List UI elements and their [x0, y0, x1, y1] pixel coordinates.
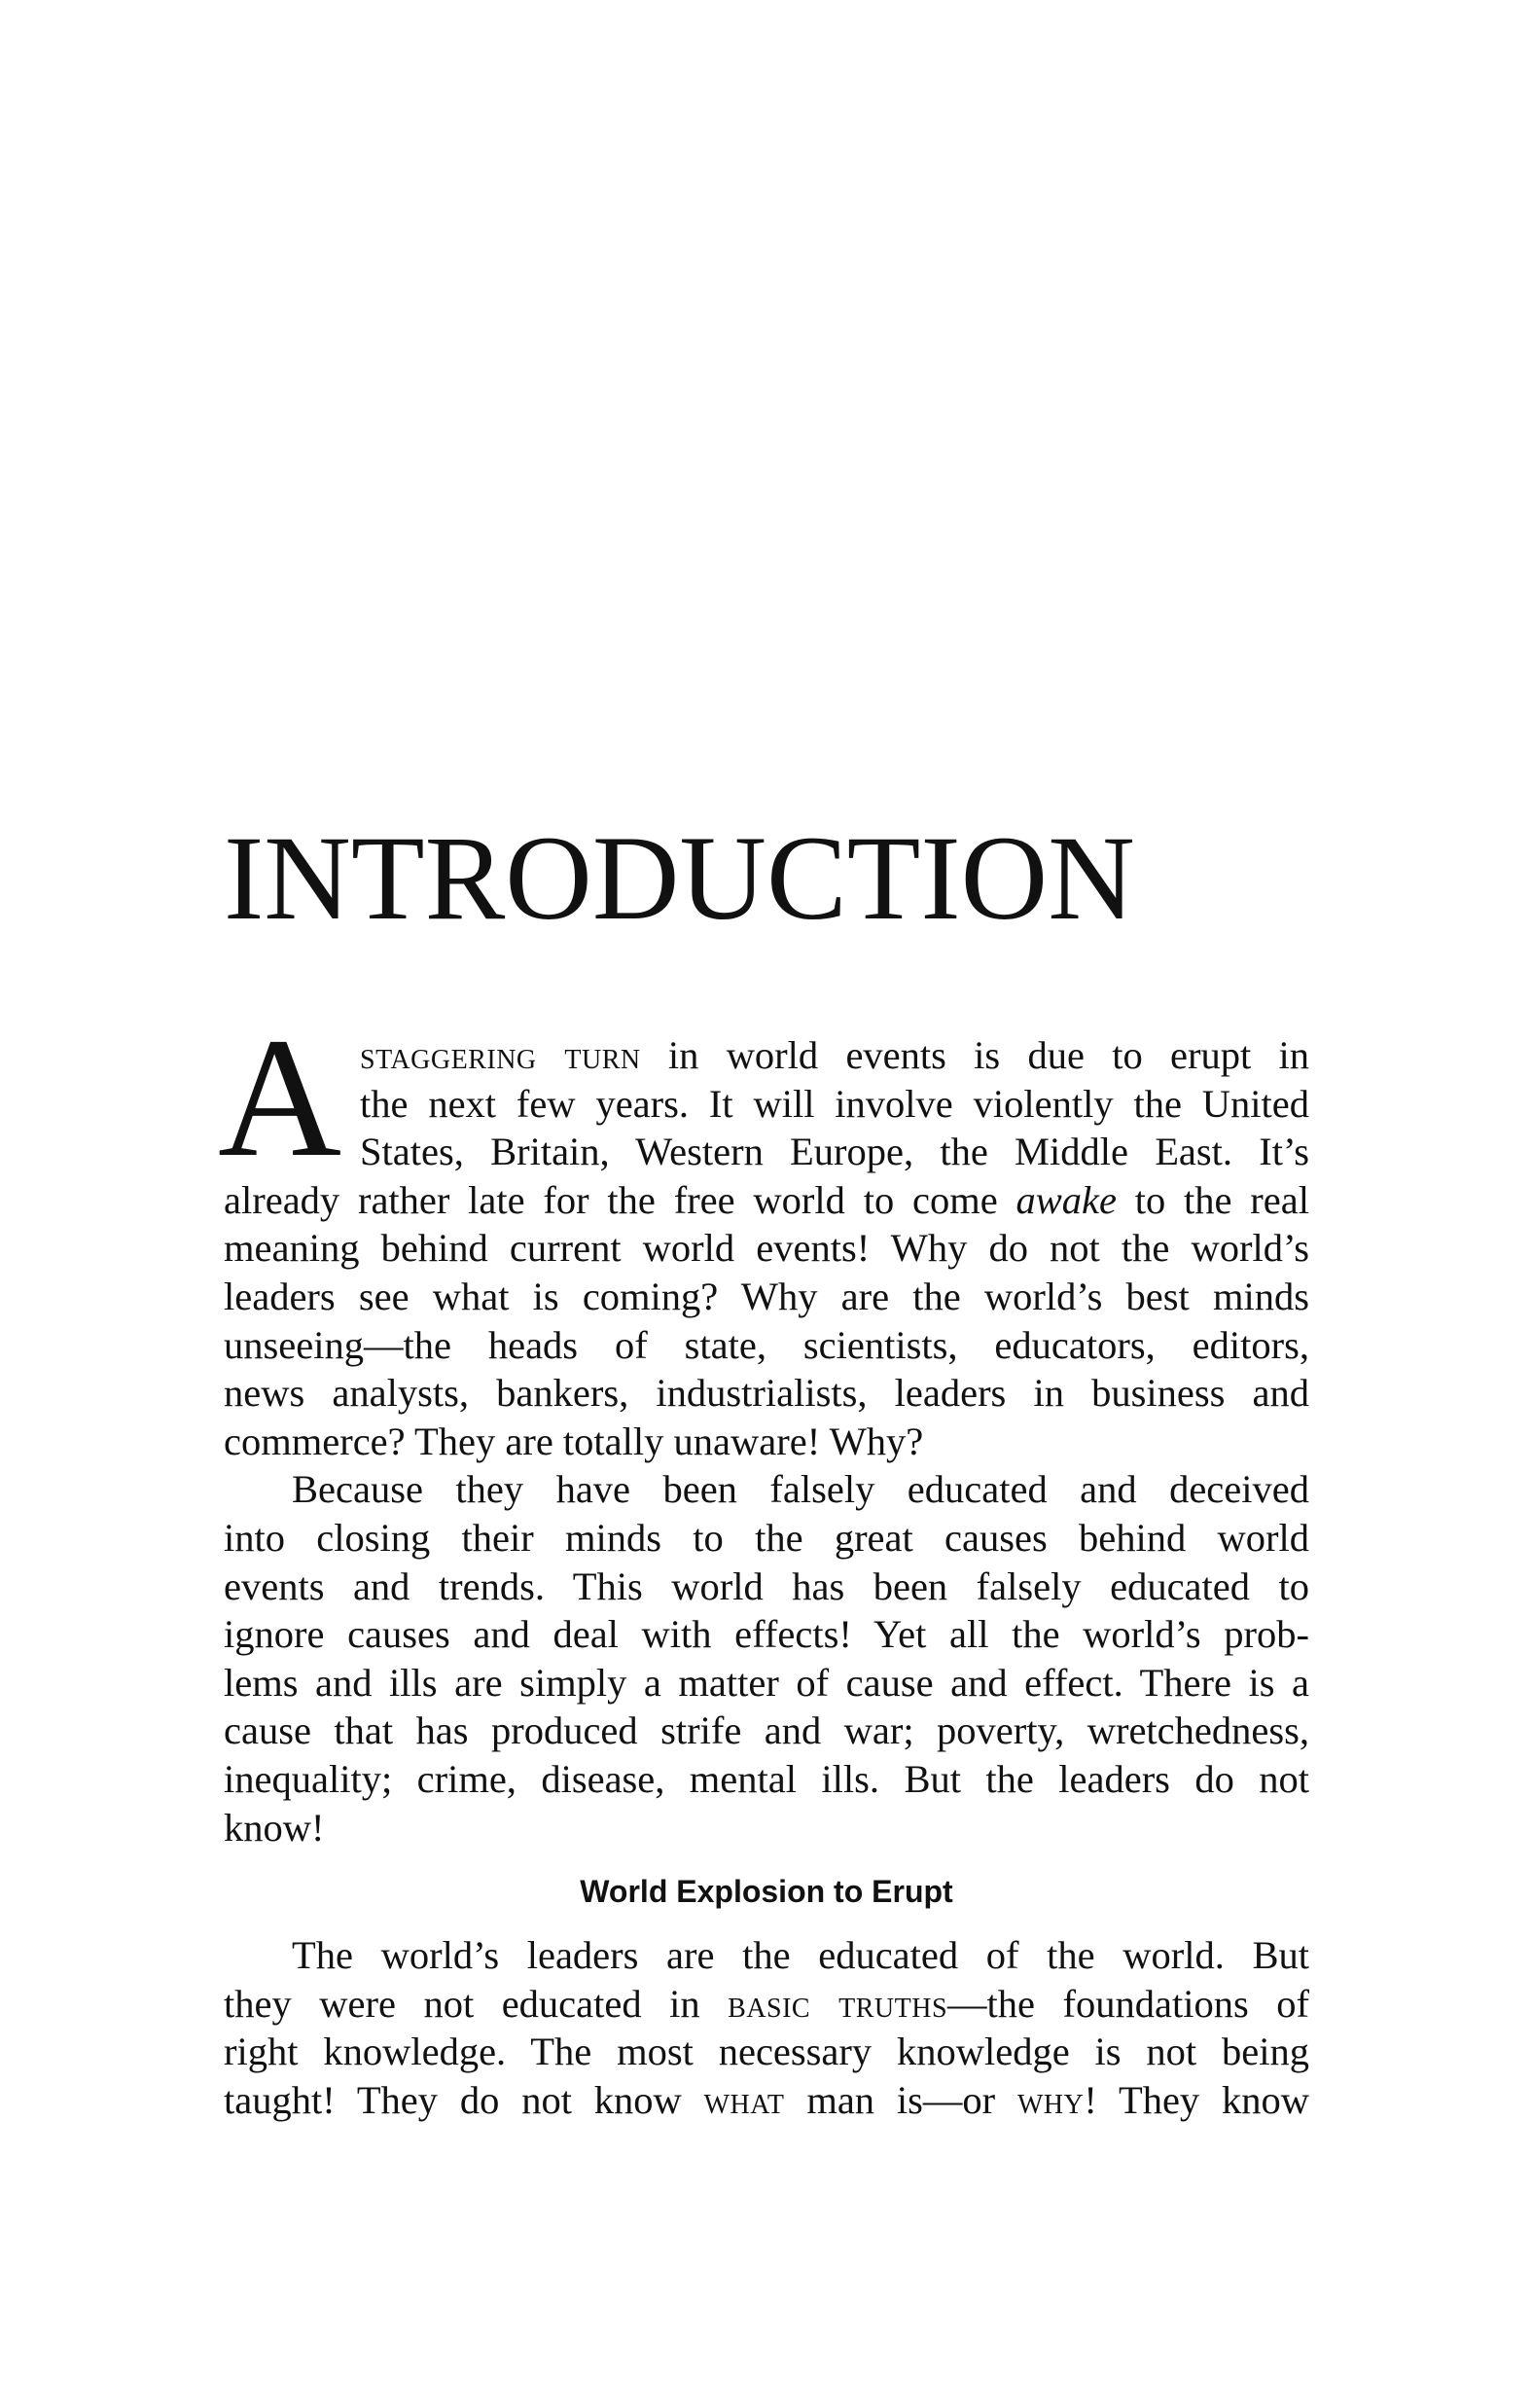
text-line — [224, 1031, 1309, 1080]
text-line: Because they have been falsely educated and deceived — [292, 1467, 1309, 1512]
smallcaps-phrase: basic truths — [728, 1981, 948, 2026]
text-line: events and trends. This world has been falsely educated to — [224, 1563, 1309, 1608]
paragraph-opening — [218, 1003, 1309, 1465]
text-span: —the foundations of — [947, 1981, 1309, 2026]
text-line: news analysts, bankers, industrialists, leaders in business and — [224, 1371, 1309, 1416]
text-line: the next few years. It will involve violently the United — [360, 1081, 1309, 1126]
paragraph-second — [224, 1465, 1309, 1851]
text-line — [224, 1980, 1309, 2029]
text-line: unseeing—the heads of state, scientists, educators, editors, — [224, 1322, 1309, 1367]
section-heading: World Explosion to Erupt — [580, 1874, 953, 1910]
text-span: taught! They do not know — [224, 2077, 704, 2122]
smallcaps-word: what — [703, 2077, 785, 2122]
text-line — [224, 1176, 1309, 1225]
text-line — [224, 2076, 1309, 2125]
text-line: lems and ills are simply a matter of cause and effect. There is a — [224, 1660, 1309, 1705]
text-line: inequality; crime, disease, mental ills. But the leaders do not — [224, 1756, 1309, 1801]
text-line: right knowledge. The most necessary knowledge is not being — [224, 2030, 1309, 2074]
lead-in-smallcaps: staggering turn — [360, 1033, 641, 1077]
text-span: man is—or — [784, 2077, 1017, 2122]
smallcaps-word: why — [1016, 2077, 1085, 2122]
text-span: to the real — [1116, 1177, 1309, 1222]
text-line: know! — [224, 1805, 325, 1850]
italic-word: awake — [1015, 1177, 1117, 1222]
text-line: meaning behind current world events! Why do not the world’s — [224, 1226, 1309, 1271]
paragraph-third — [224, 1931, 1309, 2124]
drop-cap: A — [218, 1003, 342, 1193]
chapter-body — [218, 1003, 1309, 2124]
text-line: States, Britain, Western Europe, the Middle East. It’s — [360, 1130, 1309, 1174]
text-line: The world’s leaders are the educated of the world. But — [292, 1933, 1309, 1978]
text-line: cause that has produced strife and war; poverty, wretchedness, — [224, 1708, 1309, 1753]
text-line: commerce? They are totally unaware! Why? — [224, 1419, 924, 1463]
text-line: into closing their minds to the great causes behind world — [224, 1515, 1309, 1560]
text-span: ! They know — [1084, 2077, 1309, 2122]
chapter-title: INTRODUCTION — [224, 811, 1135, 945]
text-span: in world events is due to erupt in — [640, 1033, 1309, 1077]
text-line: leaders see what is coming? Why are the world’s best minds — [224, 1274, 1309, 1318]
text-line: ignore causes and deal with effects! Yet all the world’s prob- — [224, 1612, 1309, 1657]
text-span: they were not educated in — [224, 1981, 729, 2026]
text-span: already rather late for the free world to come — [224, 1177, 1016, 1222]
book-page — [218, 0, 1309, 2408]
